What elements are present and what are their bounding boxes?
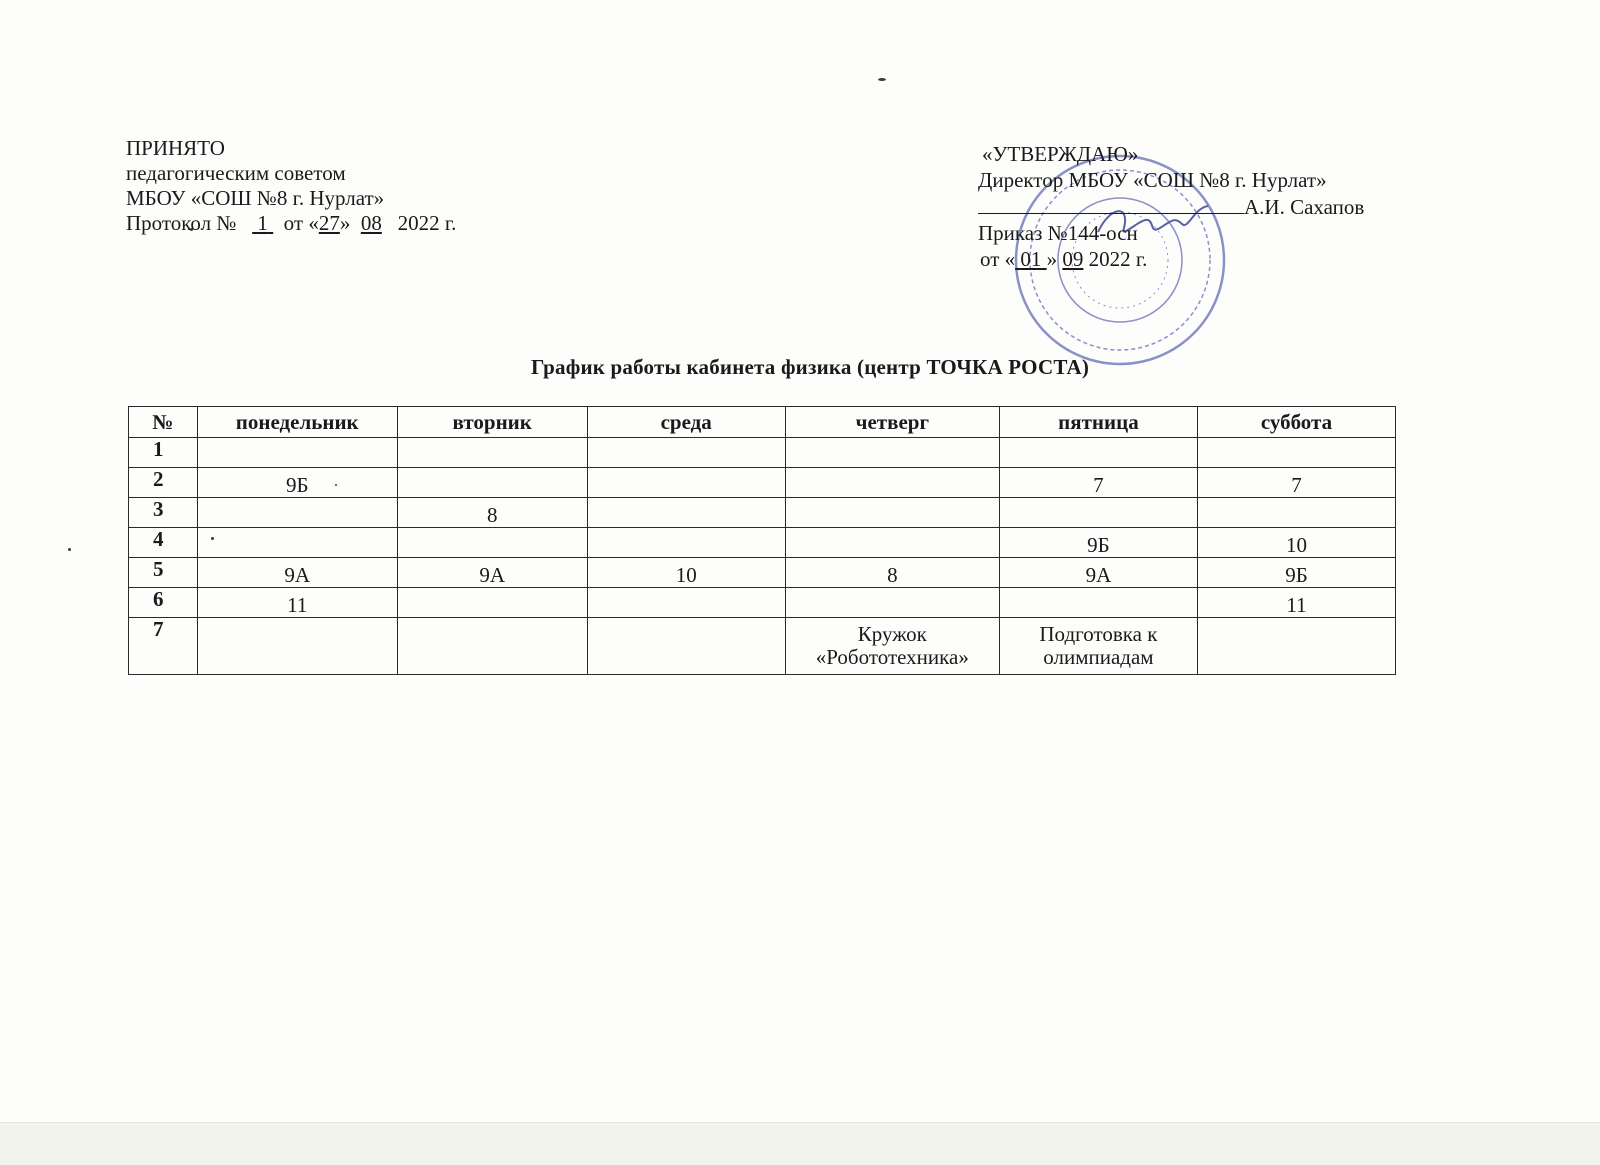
table-row (129, 618, 1396, 675)
cell-thursday (785, 588, 999, 618)
date-month: 09 (1062, 247, 1084, 271)
confirm-order: Приказ №144-осн (978, 221, 1138, 245)
cell-friday: 9А (999, 558, 1197, 588)
director-name: А.И. Сахапов (1244, 195, 1365, 219)
protocol-prefix: Протокол № (126, 211, 237, 235)
protocol-from: от « (283, 211, 319, 235)
protocol-day: 27 (318, 211, 340, 235)
cell-saturday: 7 (1197, 468, 1395, 498)
protocol-month: 08 (360, 211, 382, 235)
cell-thursday (785, 498, 999, 528)
header-thursday: четверг (785, 407, 999, 438)
cell-tuesday: 9А (397, 558, 587, 588)
cell-tuesday (397, 528, 587, 558)
table-row (129, 558, 1396, 588)
cell-friday: Подготовка к олимпиадам (999, 618, 1197, 675)
header-friday: пятница (999, 407, 1197, 438)
cell-monday: 9А (197, 558, 397, 588)
lesson-number: 7 (129, 618, 198, 675)
lesson-number: 4 (129, 528, 198, 558)
cell-friday: 9Б (999, 528, 1197, 558)
cell-wednesday: 10 (587, 558, 785, 588)
lesson-number: 3 (129, 498, 198, 528)
signature-line (978, 193, 1244, 214)
cell-saturday: 9Б (1197, 558, 1395, 588)
cell-friday: 7 (999, 468, 1197, 498)
table-row (129, 498, 1396, 528)
date-close-quote: » (1046, 247, 1058, 271)
cell-saturday: 11 (1197, 588, 1395, 618)
cell-saturday: 10 (1197, 528, 1395, 558)
cell-monday (197, 438, 397, 468)
approved-protocol (126, 211, 456, 236)
confirm-heading: «УТВЕРЖДАЮ» (982, 142, 1139, 166)
schedule-table (128, 406, 1396, 675)
cell-thursday: Кружок «Робототехника» (785, 618, 999, 675)
cell-tuesday (397, 438, 587, 468)
table-row (129, 438, 1396, 468)
approved-block (126, 136, 456, 236)
cell-friday (999, 588, 1197, 618)
cell-tuesday (397, 618, 587, 675)
lesson-number: 6 (129, 588, 198, 618)
cell-tuesday (397, 468, 587, 498)
approved-school: МБОУ «СОШ №8 г. Нурлат» (126, 186, 385, 210)
ink-speck (68, 548, 71, 551)
header-saturday: суббота (1197, 407, 1395, 438)
cell-saturday (1197, 618, 1395, 675)
cell-wednesday (587, 468, 785, 498)
cell-wednesday (587, 498, 785, 528)
lesson-number: 1 (129, 438, 198, 468)
confirm-position: Директор МБОУ «СОШ №8 г. Нурлат» (978, 168, 1327, 192)
date-year: 2022 г. (1088, 247, 1148, 271)
cell-monday: 11 (197, 588, 397, 618)
cell-tuesday: 8 (397, 498, 587, 528)
header-wednesday: среда (587, 407, 785, 438)
cell-monday: 9Б (197, 468, 397, 498)
cell-saturday (1197, 498, 1395, 528)
confirm-signature-line (978, 193, 1364, 220)
table-row (129, 528, 1396, 558)
confirm-date (978, 246, 1364, 272)
header-tuesday: вторник (397, 407, 587, 438)
scan-bottom-edge (0, 1122, 1600, 1165)
confirm-block (978, 141, 1364, 272)
cell-friday (999, 498, 1197, 528)
cell-monday (197, 618, 397, 675)
cell-tuesday (397, 588, 587, 618)
header-number: № (129, 407, 198, 438)
cell-thursday (785, 468, 999, 498)
cell-wednesday (587, 438, 785, 468)
protocol-close-quote: » (339, 211, 351, 235)
cell-saturday (1197, 438, 1395, 468)
cell-wednesday (587, 618, 785, 675)
lesson-number: 2 (129, 468, 198, 498)
protocol-year: 2022 г. (397, 211, 457, 235)
cell-wednesday (587, 528, 785, 558)
header-monday: понедельник (197, 407, 397, 438)
table-row (129, 468, 1396, 498)
approved-council: педагогическим советом (126, 161, 346, 185)
table-header-row (129, 407, 1396, 438)
date-day: 01 (1020, 247, 1042, 271)
cell-thursday (785, 438, 999, 468)
cell-friday (999, 438, 1197, 468)
document-title: График работы кабинета физика (центр ТОЧКА РОСТА) (530, 355, 1090, 379)
date-prefix: от « (980, 247, 1016, 271)
cell-thursday (785, 528, 999, 558)
protocol-number: 1 (257, 211, 268, 235)
approved-heading: ПРИНЯТО (126, 136, 225, 160)
lesson-number: 5 (129, 558, 198, 588)
cell-monday (197, 498, 397, 528)
cell-wednesday (587, 588, 785, 618)
cell-thursday: 8 (785, 558, 999, 588)
cell-monday (197, 528, 397, 558)
ink-speck (878, 78, 886, 81)
table-row (129, 588, 1396, 618)
